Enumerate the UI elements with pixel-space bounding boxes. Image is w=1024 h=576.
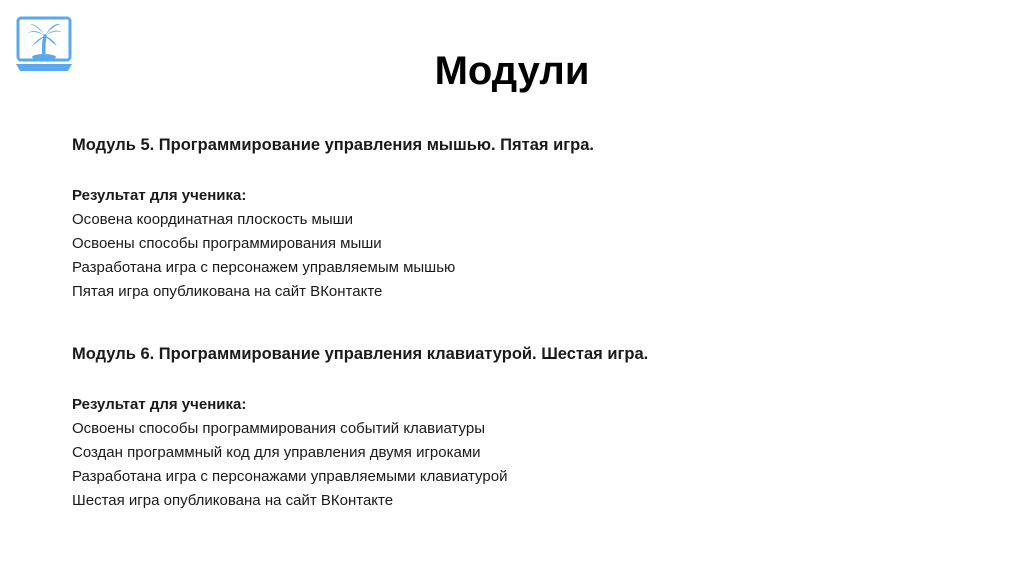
module-5-heading: Модуль 5. Программирование управления мышью. Пятая игра. <box>72 136 594 154</box>
module-6-heading: Модуль 6. Программирование управления клавиатурой. Шестая игра. <box>72 345 649 363</box>
list-item: Создан программный код для управления двумя игроками <box>72 444 481 461</box>
module-5-section <box>72 133 972 304</box>
module-6-result-label: Результат для ученика: <box>72 396 247 413</box>
list-item: Разработана игра с персонажем управляемым мышью <box>72 259 456 276</box>
list-item: Осовена координатная плоскость мыши <box>72 211 354 228</box>
list-item: Освоены способы программирования мыши <box>72 235 382 252</box>
list-item: Разработана игра с персонажами управляемыми клавиатурой <box>72 468 508 485</box>
module-5-result-label: Результат для ученика: <box>72 187 247 204</box>
list-item: Пятая игра опубликована на сайт ВКонтакте <box>72 283 383 300</box>
list-item: Шестая игра опубликована на сайт ВКонтакте <box>72 492 394 509</box>
module-6-outcomes-list <box>72 417 972 513</box>
list-item: Освоены способы программирования событий клавиатуры <box>72 420 486 437</box>
module-6-section <box>72 342 972 513</box>
page-title: Модули <box>434 49 590 93</box>
module-5-outcomes-list <box>72 208 972 304</box>
